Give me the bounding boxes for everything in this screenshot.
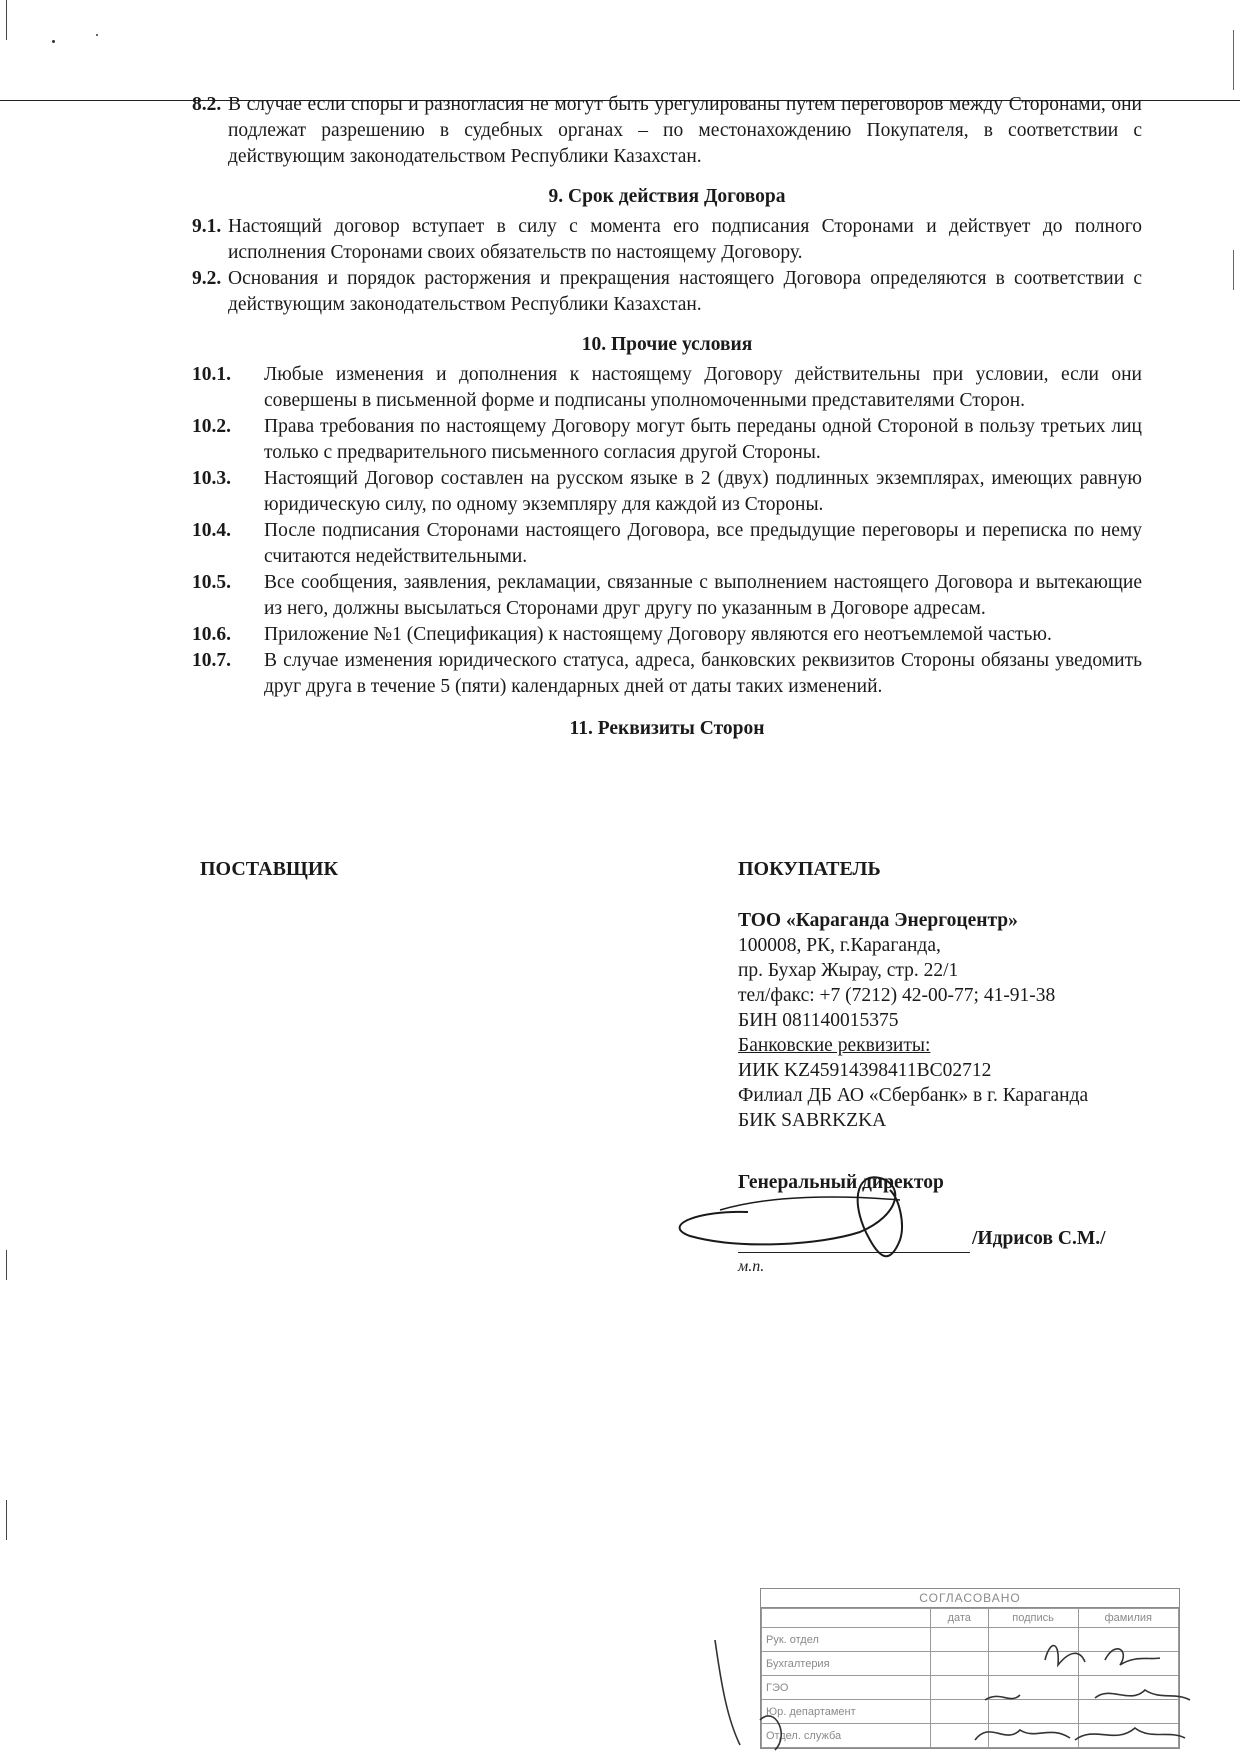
director-title: Генеральный директор — [738, 1172, 944, 1193]
approval-row-label: ГЭО — [762, 1676, 931, 1700]
approval-row-label: Рук. отдел — [762, 1628, 931, 1652]
buyer-phone: тел/факс: +7 (7212) 42-00-77; 41-91-38 — [738, 985, 1056, 1006]
section-10-heading: 10. Прочие условия — [581, 334, 753, 355]
clause-text: Основания и порядок расторжения и прекращения настоящего Договора определяются в соответствии с действующим законодательством Республики Казахстан. — [228, 268, 1142, 315]
clause-number: 10.2. — [192, 416, 231, 437]
approval-row-label: Отдел. служба — [762, 1724, 931, 1748]
buyer-bik: БИК SABRKZKA — [738, 1110, 887, 1131]
clause-number: 9.1. — [192, 216, 222, 237]
clause-text: В случае изменения юридического статуса, адреса, банковских реквизитов Стороны обязаны уведомить друг друга в течение 5 (пяти) календарных дней от даты таких изменений. — [264, 650, 1142, 697]
clause-text: Все сообщения, заявления, рекламации, связанные с выполнением настоящего Договора и вытекающие из него, должны высылаться Сторонами друг другу по указанным в Договоре адресам. — [264, 572, 1142, 619]
buyer-bank-branch: Филиал ДБ АО «Сбербанк» в г. Караганда — [738, 1085, 1089, 1106]
clause-text: Любые изменения и дополнения к настоящему Договору действительны при условии, если они совершены в письменной форме и подписаны уполномоченными представителями Сторон. — [264, 364, 1142, 411]
clause-number: 8.2. — [192, 94, 222, 115]
clause-number: 10.6. — [192, 624, 231, 645]
approval-row-label: Юр. департамент — [762, 1700, 931, 1724]
buyer-address-line-1: 100008, РК, г.Караганда, — [738, 935, 941, 956]
director-name: /Идрисов С.М./ — [972, 1228, 1106, 1249]
clause-text: В случае если споры и разногласия не могут быть урегулированы путем переговоров между Сторонами, они подлежат разрешению в судебных органах – по местонахождению Покупателя, в соответствии с действующим законодательством Республики Казахстан. — [228, 94, 1142, 167]
section-11-heading: 11. Реквизиты Сторон — [569, 718, 765, 739]
approval-column-header: дата — [931, 1609, 989, 1628]
approval-column-header: подпись — [988, 1609, 1078, 1628]
approval-row-label: Бухгалтерия — [762, 1652, 931, 1676]
bank-details-heading: Банковские реквизиты: — [738, 1035, 931, 1056]
seal-place-label: м.п. — [738, 1258, 765, 1275]
buyer-bin: БИН 081140015375 — [738, 1010, 899, 1031]
clause-number: 10.3. — [192, 468, 231, 489]
clause-text: Настоящий договор вступает в силу с момента его подписания Сторонами и действует до полного исполнения Сторонами своих обязательств по настоящему Договору. — [228, 216, 1142, 263]
supplier-label: ПОСТАВЩИК — [200, 858, 338, 880]
clause-text: Приложение №1 (Спецификация) к настоящему Договору являются его неотъемлемой частью. — [264, 624, 1052, 645]
clause-text: Права требования по настоящему Договору могут быть переданы одной Стороной в пользу третьих лиц только с предварительного письменного согласия другой Стороны. — [264, 416, 1142, 463]
approval-stamp-title: СОГЛАСОВАНО — [761, 1589, 1179, 1608]
clause-number: 10.5. — [192, 572, 231, 593]
clause-number: 9.2. — [192, 268, 222, 289]
buyer-label: ПОКУПАТЕЛЬ — [738, 858, 881, 880]
buyer-company: ТОО «Караганда Энергоцентр» — [738, 910, 1018, 931]
clause-text: После подписания Сторонами настоящего Договора, все предыдущие переговоры и переписка по нему считаются недействительными. — [264, 520, 1142, 567]
section-9-heading: 9. Срок действия Договора — [548, 186, 786, 207]
clause-number: 10.4. — [192, 520, 231, 541]
approval-column-header: фамилия — [1078, 1609, 1178, 1628]
clause-number: 10.1. — [192, 364, 231, 385]
buyer-address-line-2: пр. Бухар Жырау, стр. 22/1 — [738, 960, 959, 981]
clause-number: 10.7. — [192, 650, 231, 671]
buyer-iik: ИИК KZ45914398411BC02712 — [738, 1060, 992, 1081]
clause-text: Настоящий Договор составлен на русском языке в 2 (двух) подлинных экземплярах, имеющих равную юридическую силу, по одному экземпляру для каждой из Стороны. — [264, 468, 1142, 515]
